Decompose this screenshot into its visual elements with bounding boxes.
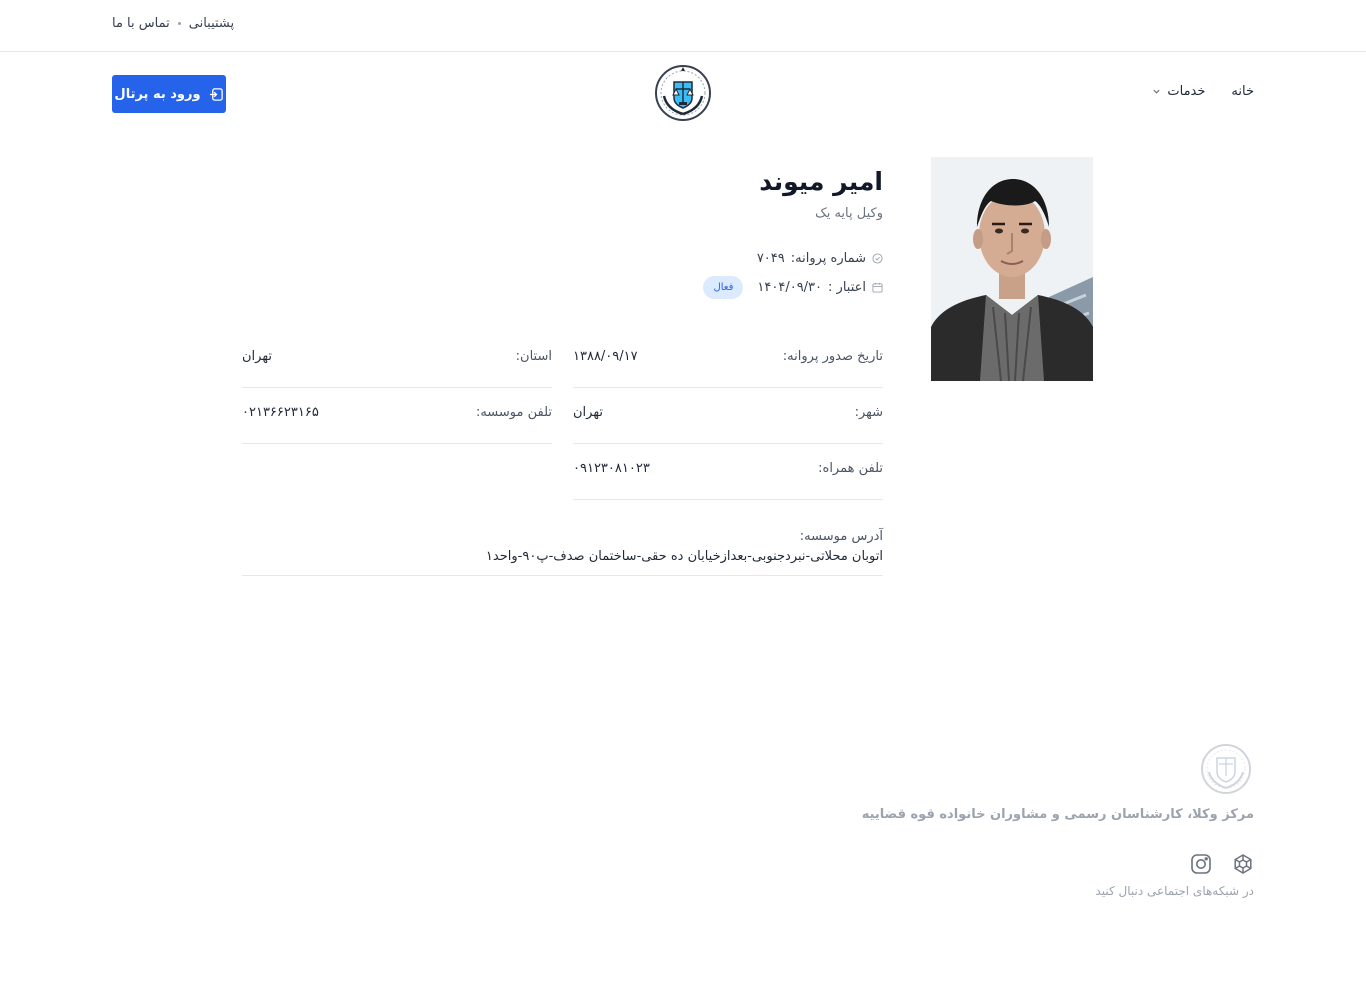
nav-services-link[interactable] [1152,84,1205,99]
portal-login-label: ورود به پرتال [114,86,201,102]
calendar-icon [872,282,883,293]
mobile-value: ۰۹۱۲۳۰۸۱۰۲۳ [573,461,650,476]
mobile-label: تلفن همراه: [818,461,883,476]
rubika-icon[interactable] [1232,853,1254,875]
province-field [242,332,552,388]
office-phone-field [242,388,552,444]
mobile-field [573,444,883,500]
validity-label: اعتبار : [828,280,866,295]
nav-home-link[interactable]: خانه [1231,84,1254,99]
social-links [1190,853,1254,875]
chevron-down-icon [1152,87,1161,96]
lawyer-name: امیر میوند [759,167,883,196]
city-label: شهر: [854,405,883,420]
follow-text: در شبکه‌های اجتماعی دنبال کنید [1095,884,1254,898]
address-value: اتوبان محلاتی-نبردجنوبی-بعدازخیابان ده حقی-ساختمان صدف-پ۹۰-واحد۱ [485,549,883,564]
lawyer-title: وکیل پایه یک [815,206,883,221]
nav-services-label: خدمات [1167,84,1206,99]
top-links [112,16,234,31]
city-field [573,388,883,444]
license-row [703,251,883,266]
login-icon [209,87,224,102]
profile-header [703,167,883,299]
support-link[interactable]: پشتیبانی [188,16,235,31]
office-phone-value: ۰۲۱۳۶۶۲۳۱۶۵ [242,405,319,420]
office-phone-label: تلفن موسسه: [475,405,552,420]
issue-date-field [573,332,883,388]
nav-menu [1152,84,1254,99]
status-badge: فعال [703,276,743,299]
address-label: آدرس موسسه: [799,529,883,544]
top-bar [0,0,1366,52]
address-field [242,520,883,576]
province-label: استان: [515,349,552,364]
validity-date: ۱۴۰۴/۰۹/۳۰ [757,280,823,295]
instagram-icon[interactable] [1190,853,1212,875]
footer-org-name: مرکز وکلا، کارشناسان رسمی و مشاوران خانواده قوه قضاییه [861,807,1254,822]
license-number: ۷۰۴۹ [756,251,785,266]
city-value: تهران [573,405,603,420]
issue-date-value: ۱۳۸۸/۰۹/۱۷ [573,349,638,364]
lawyer-photo [931,157,1093,381]
portal-login-button[interactable] [112,75,226,113]
footer-logo [1199,742,1253,796]
check-circle-icon [872,253,883,264]
judiciary-logo [652,62,714,124]
contact-link[interactable]: تماس با ما [112,16,170,31]
validity-row [703,276,883,299]
province-value: تهران [242,349,272,364]
separator-dot [178,22,181,25]
license-label: شماره پروانه: [790,251,866,266]
issue-date-label: تاریخ صدور پروانه: [782,349,883,364]
main-nav [0,52,1366,134]
